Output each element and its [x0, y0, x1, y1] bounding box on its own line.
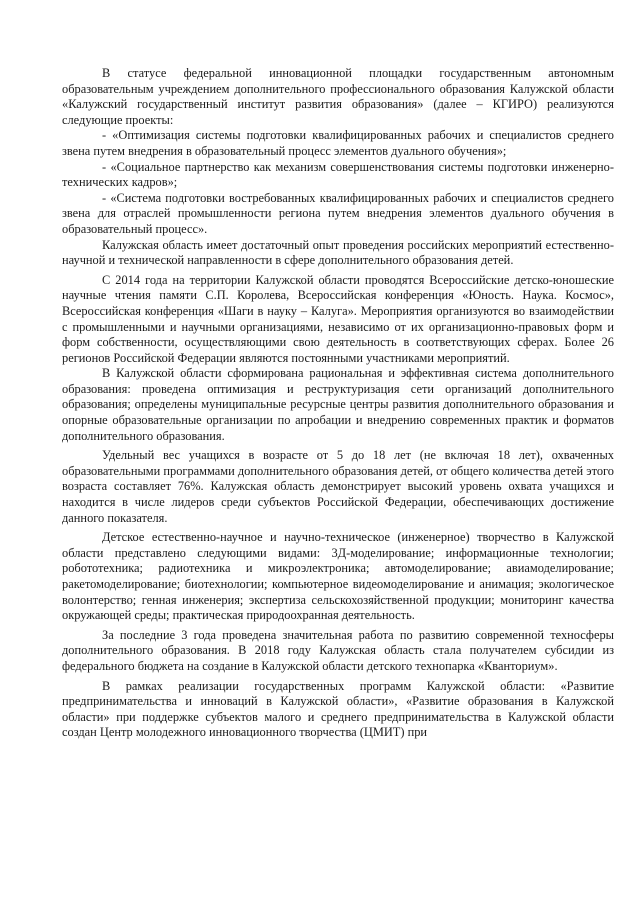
paragraph-education-system: В Калужской области сформирована рациональная и эффективная система дополнительного образования: проведена оптимизация и реструктуризация сети организаций дополнительного образования; определены муниципальные ресурсные центры развития дополнительного образования и опорные образовательные организации по апробации и внедрению современных практик и форматов дополнительного образования.	[62, 366, 614, 443]
paragraph-creativity-types: Детское естественно-научное и научно-техническое (инженерное) творчество в Калужской области представлено следующими видами: 3Д-моделирование; информационные технологии; робототехника; радиотехника и микроэлектроника; автомоделирование; авиамоделирование; ракетомоделирование; биотехнологии; компьютерное видеомоделирование и анимация; экологическое волонтерство; генная инженерия; экспертиза сельскохозяйственной продукции; мониторинг качества окружающей среды; практическая природоохранная деятельность.	[62, 530, 614, 623]
paragraph-conferences: С 2014 года на территории Калужской области проводятся Всероссийские детско-юношеские научные чтения памяти С.П. Королева, Всероссийская конференция «Юность. Наука. Космос», Всероссийская конференция «Шаги в науку – Калуга». Мероприятия организуются во взаимодействии с промышленными и научными организациями, независимо от их организационно-правовых форм и форм собственности, осуществляющими свою деятельность в соответствующих сферах. Более 26 регионов Российской Федерации являются постоянными участниками мероприятий.	[62, 272, 614, 365]
paragraph-project-social-partnership: - «Социальное партнерство как механизм совершенствования системы подготовки инженерно-технических кадров»;	[62, 159, 614, 190]
paragraph-project-dual-training: - «Оптимизация системы подготовки квалифицированных рабочих и специалистов среднего звена путем внедрения в образовательный процесс элементов дуального обучения»;	[62, 128, 614, 158]
paragraph-technosphere: За последние 3 года проведена значительная работа по развитию современной техносферы дополнительного образования. В 2018 году Калужская область стала получателем субсидии из федерального бюджета на создание в Калужской области детского технопарка «Кванториум».	[62, 627, 614, 673]
paragraph-fip-status: В статусе федеральной инновационной площадки государственным автономным образовательным учреждением дополнительного профессионального образования Калужской области «Калужский государственный институт развития образования» (далее – КГИРО) реализуются следующие проекты:	[62, 66, 614, 127]
paragraph-project-training-system: - «Система подготовки востребованных квалифицированных рабочих и специалистов среднего звена для отраслей промышленности региона путем внедрения элементов дуального обучения в образовательный процесс».	[62, 190, 614, 236]
paragraph-experience: Калужская область имеет достаточный опыт проведения российских мероприятий естественно-научной и технической направленности в сфере дополнительного образования детей.	[62, 237, 614, 268]
paragraph-coverage: Удельный вес учащихся в возрасте от 5 до 18 лет (не включая 18 лет), охваченных образовательными программами дополнительного образования детей, от общего количества детей этого возраста составляет 76%. Калужская область демонстрирует высокий уровень охвата учащихся и находится в числе лидеров среди субъектов Российской Федерации, обеспечивающих достижение данного показателя.	[62, 448, 614, 525]
paragraph-state-programs: В рамках реализации государственных программ Калужской области: «Развитие предпринимательства и инноваций в Калужской области», «Развитие образования в Калужской области» при поддержке субъектов малого и среднего предпринимательства в Калужской области создан Центр молодежного инновационного творчества (ЦМИТ) при	[62, 678, 614, 740]
document-page	[62, 66, 614, 741]
